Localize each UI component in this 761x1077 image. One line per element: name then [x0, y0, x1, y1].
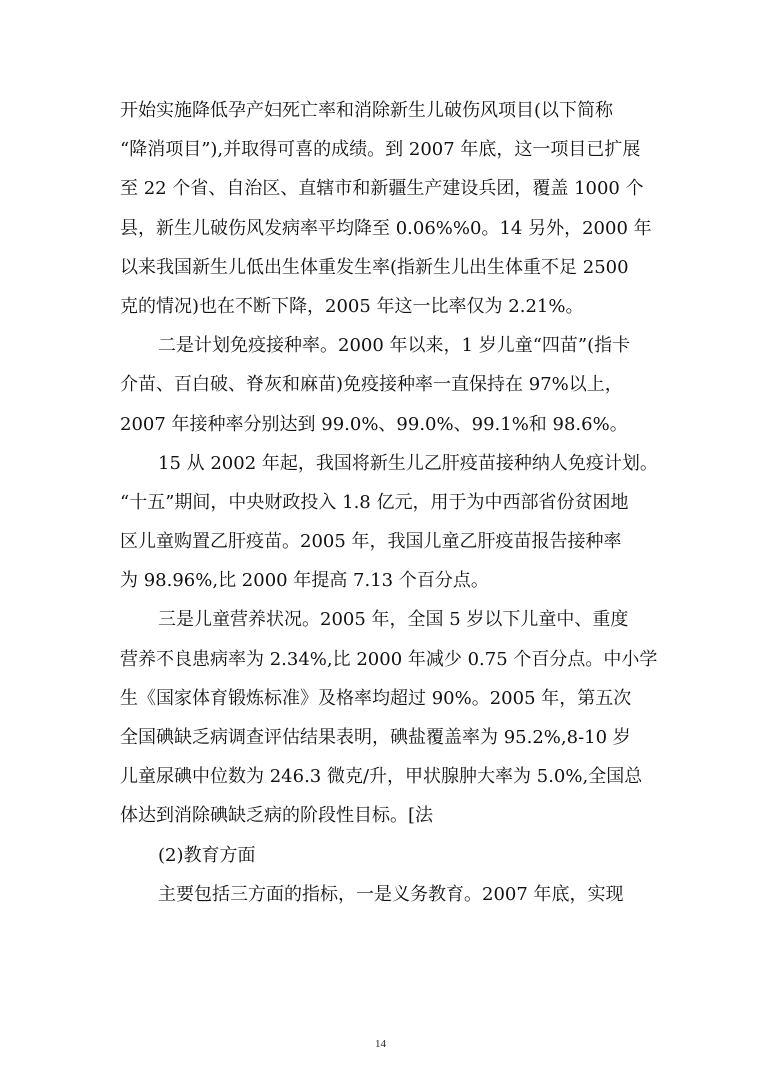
- text-line: “降消项目”),并取得可喜的成绩。到 2007 年底，这一项目已扩展: [120, 139, 641, 161]
- text-line: 生《国家体育锻炼标准》及格率均超过 90%。2005 年，第五次: [120, 687, 632, 709]
- page-number: 14: [375, 1038, 386, 1050]
- text-line: “十五”期间，中央财政投入 1.8 亿元，用于为中西部省份贫困地: [120, 491, 629, 513]
- paragraph-start-line: 二是计划免疫接种率。2000 年以来，1 岁儿童“四苗”(指卡: [158, 335, 631, 357]
- paragraph-start-line: 三是儿童营养状况。2005 年，全国 5 岁以下儿童中、重度: [158, 609, 629, 631]
- text-line: 为 98.96%,比 2000 年提高 7.13 个百分点。: [120, 570, 489, 592]
- text-line: 营养不良患病率为 2.34%,比 2000 年减少 0.75 个百分点。中小学: [120, 648, 658, 670]
- text-line: 介苗、百白破、脊灰和麻苗)免疫接种率一直保持在 97%以上，: [120, 374, 623, 396]
- text-line: 区儿童购置乙肝疫苗。2005 年，我国儿童乙肝疫苗报告接种率: [120, 531, 622, 553]
- section-heading: (2)教育方面: [158, 844, 256, 866]
- text-line: 开始实施降低孕产妇死亡率和消除新生儿破伤风项目(以下简称: [120, 100, 614, 121]
- text-line: 克的情况)也在不断下降，2005 年这一比率仅为 2.21%。: [120, 295, 584, 317]
- body-text: [120, 91, 660, 914]
- paragraph-start-line: 15 从 2002 年起，我国将新生儿乙肝疫苗接种纳人免疫计划。: [158, 452, 658, 474]
- text-line: 体达到消除碘缺乏病的阶段性目标。[法: [120, 805, 434, 827]
- text-line: 全国碘缺乏病调查评估结果表明，碘盐覆盖率为 95.2%,8-10 岁: [120, 727, 631, 748]
- text-line: 至 22 个省、自治区、直辖市和新疆生产建设兵团，覆盖 1000 个: [120, 178, 644, 200]
- text-line: 2007 年接种率分别达到 99.0%、99.0%、99.1%和 98.6%。: [120, 413, 628, 435]
- text-line: 儿童尿碘中位数为 246.3 微克/升，甲状腺肿大率为 5.0%,全国总: [120, 766, 643, 788]
- text-line: 以来我国新生儿低出生体重发生率(指新生儿出生体重不足 2500: [120, 256, 629, 278]
- text-line: 县，新生儿破伤风发病率平均降至 0.06%%0。14 另外，2000 年: [120, 217, 652, 239]
- paragraph-start-line: 主要包括三方面的指标，一是义务教育。2007 年底，实现: [158, 883, 624, 905]
